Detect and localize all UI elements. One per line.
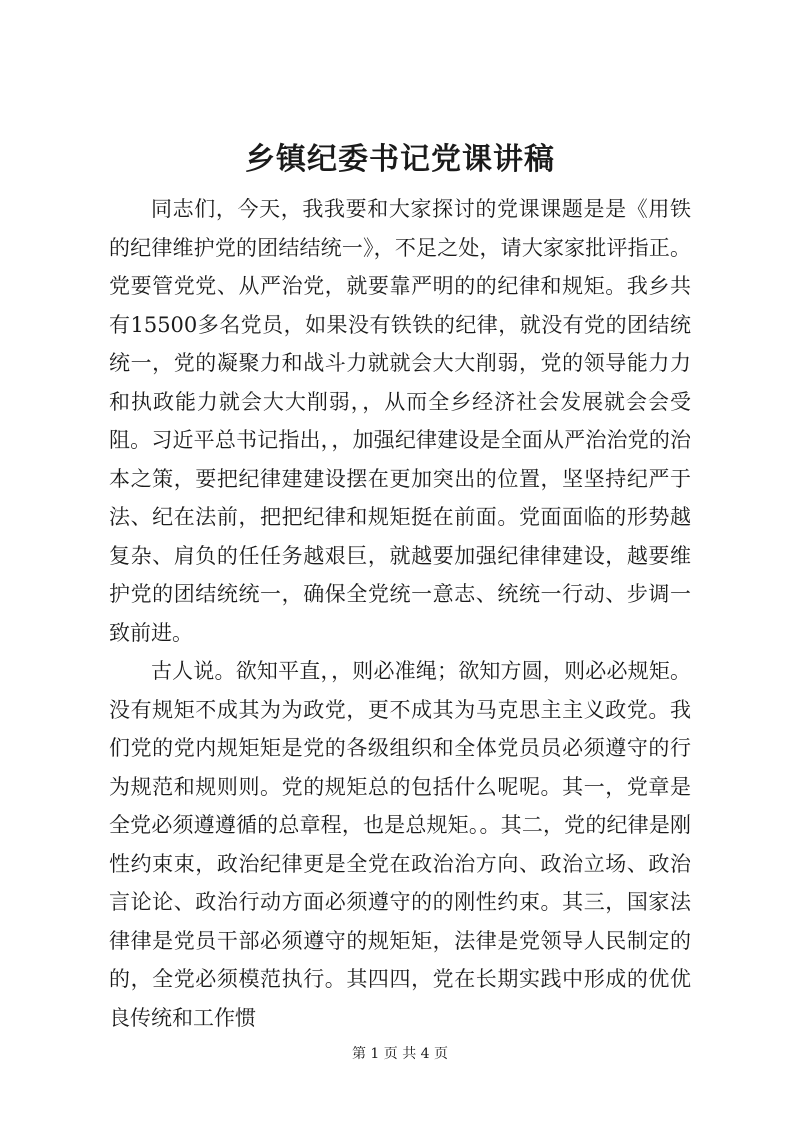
paragraph-2: 古人说。欲知平直，，则必准绳；欲知方圆，则必必规矩。没有规矩不成其为为政党，更不成其为马克思主主义政党。我们党的党内规矩矩是党的各级组织和全体党员员必须遵守的行为规范和规则则。党的规矩总的包括什么呢呢。其一，党章是全党必须遵遵循的总章程，也是总规矩。。其二，党的纪律是刚性约束束，政治纪律更是全党在政治治方向、政治立场、政治言论论、政治行动方面必须遵守的的刚性约束。其三，国家法律律是党员干部必须遵守的规矩矩，法律是党领导人民制定的的，全党必须模范执行。其四四，党在长期实践中形成的优优良传统和工作惯	[109, 659, 691, 1030]
paragraph-1: 同志们，今天，我我要和大家探讨的党课课题是是《用铁的纪律维护党的团结结统一》，不足之处，请大家家批评指正。党要管党党、从严治党，就要靠严明的的纪律和规矩。我乡共有15500多名党员，如果没有铁铁的纪律，就没有党的团结统统一，党的凝聚力和战斗力就就会大大削弱，党的领导能力力和执政能力就会大大削弱，，从而全乡经济社会发展就会会受阻。习近平总书记指出，，加强纪律建设是全面从严治治党的治本之策，要把纪律建建设摆在更加突出的位置，坚坚持纪严于法、纪在法前，把把纪律和规矩挺在前面。党面面临的形势越复杂、肩负的任任务越艰巨，就越要加强纪律律建设，越要维护党的团结统统一，确保全党统一意志、统统一行动、步调一致前进。	[109, 197, 691, 645]
document-title: 乡镇纪委书记党课讲稿	[245, 142, 555, 177]
document-body	[109, 190, 691, 1037]
page-footer: 第 1 页 共 4 页	[351, 1046, 449, 1062]
